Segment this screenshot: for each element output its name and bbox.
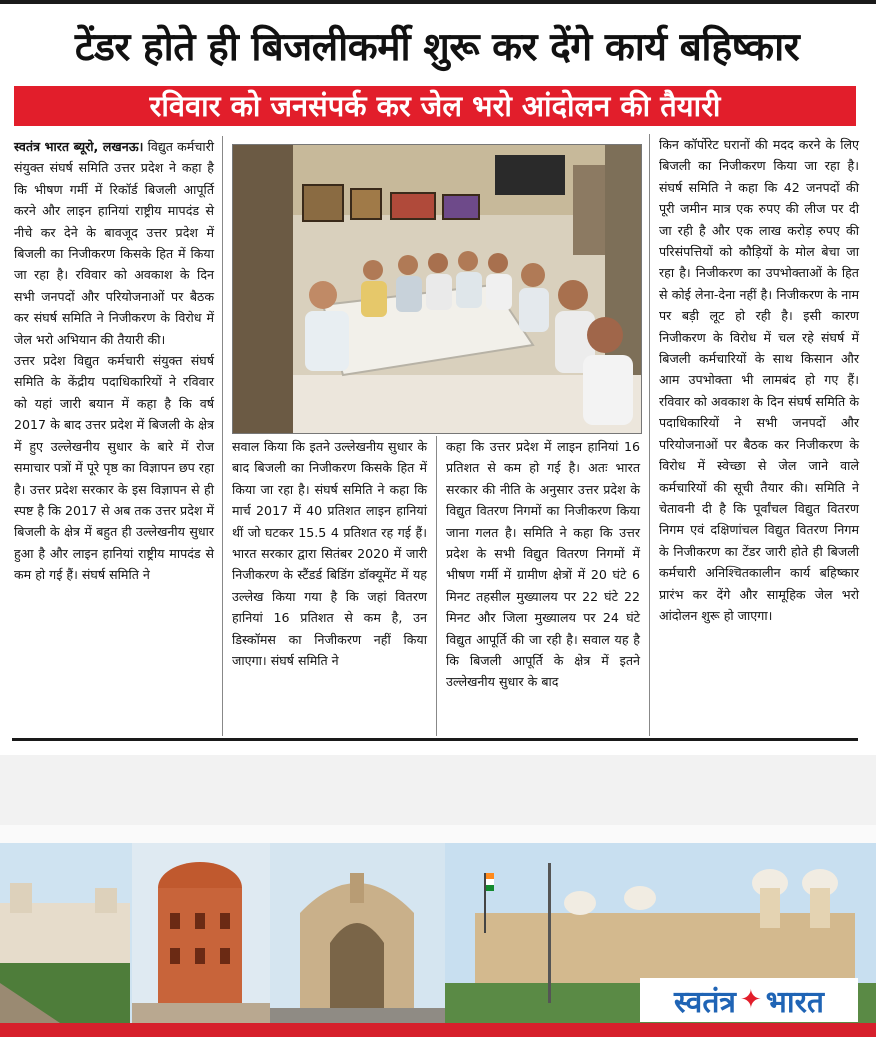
column-divider (222, 136, 223, 736)
headline: टेंडर होते ही बिजलीकर्मी शुरू कर देंगे कार्य बहिष्कार (74, 25, 800, 70)
meeting-photo (232, 144, 642, 434)
bottom-rule (12, 738, 858, 741)
column-divider (649, 134, 650, 736)
article-column-2 (232, 436, 427, 736)
logo-text-right: भारत (765, 984, 825, 1020)
subheadline-banner: रविवार को जनसंपर्क कर जेल भरो आंदोलन की तैयारी (14, 86, 856, 126)
column-divider (436, 436, 437, 736)
byline: स्वतंत्र भारत ब्यूरो, लखनऊ। (14, 139, 144, 154)
page-gap (0, 755, 876, 825)
newspaper-logo (640, 978, 858, 1022)
logo-text-left: स्वतंत्र (673, 984, 736, 1020)
article-column-1 (14, 136, 214, 736)
footer-red-stripe (0, 1023, 876, 1037)
paragraph: किन कॉर्पोरेट घरानों की मदद करने के लिए बिजली का निजीकरण किया जा रहा है। संघर्ष समिति ने कहा कि 42 जनपदों की पूरी जमीन मात्र एक रुपए की लीज पर दी जा रही है और एक लाख करोड़ रुपए की परिसंपत्तियों को कौड़ियों के मोल बेचा जा रहा है। निजीकरण का उपभोक्ताओं के हित से कोई लेना-देना नहीं है। निजीकरण के नाम पर बड़ी लूट हो रही है। इसी कारण निजीकरण के विरोध में चल रहे संघर्ष में बिजली कर्मचारियों के साथ किसान और आम उपभोक्ता भी लामबंद हो गए हैं। रविवार को अवकाश के दिन संघर्ष समिति के पदाधिकारियों ने सभी जनपदों और परियोजनाओं पर बैठक कर निजीकरण के विरोध में स्वेच्छा से जेल जाने वाले कर्मचारियों की सूची तैयार की। समिति ने चेतावनी दी है कि पूर्वांचल विद्युत वितरण निगम एवं दक्षिणांचल विद्युत वितरण निगम के निजीकरण का टेंडर जारी होते ही बिजली कर्मचारी अनिश्चितकालीन कार्य बहिष्कार प्रारंभ कर देंगे और सामूहिक जेल भरो आंदोलन शुरू हो जाएगा। (659, 137, 859, 623)
paragraph: उत्तर प्रदेश विद्युत कर्मचारी संयुक्त संघर्ष समिति के केंद्रीय पदाधिकारियों ने रविवार को यहां जारी बयान में कहा है कि वर्ष 2017 के बाद उत्तर प्रदेश में बिजली के क्षेत्र में हुए उल्लेखनीय सुधार के बारे में रोज समाचार पत्रों में पूरे पृष्ठ का विज्ञापन छप रहा है। उत्तर प्रदेश सरकार के इस विज्ञापन से ही स्पष्ट है कि 2017 से अब तक उत्तर प्रदेश में बिजली के क्षेत्र में बहुत ही उल्लेखनीय सुधार हुआ है और लाइन हानियां राष्ट्रीय मापदंड से कम हो गई हैं। संघर्ष समिति ने (14, 353, 214, 583)
top-rule (0, 0, 876, 4)
article-column-3 (446, 436, 640, 736)
paragraph: सवाल किया कि इतने उल्लेखनीय सुधार के बाद बिजली का निजीकरण किसके हित में किया जा रहा है। संघर्ष समिति ने कहा कि मार्च 2017 में 40 प्रतिशत लाइन हानियां थीं जो घटकर 15.5 4 प्रतिशत रह गई हैं। भारत सरकार द्वारा सितंबर 2020 में जारी निजीकरण के स्टैंडर्ड बिडिंग डॉक्यूमेंट में यह उल्लेख किया गया है कि जहां वितरण हानियां 16 प्रतिशत से कम है, उन डिस्कॉमस का निजीकरण नहीं किया जाएगा। संघर्ष समिति ने (232, 439, 427, 669)
article-column-4 (659, 134, 859, 736)
logo-figure-icon: ✦ (739, 985, 762, 1015)
page-gap (0, 825, 876, 843)
paragraph: कहा कि उत्तर प्रदेश में लाइन हानियां 16 प्रतिशत से कम हो गई है। अतः भारत सरकार की नीति के अनुसार उत्तर प्रदेश के विद्युत वितरण निगमों का निजीकरण किया जाना गलत है। समिति ने कहा कि उत्तर प्रदेश के सभी विद्युत वितरण निगमों में भीषण गर्मी में ग्रामीण क्षेत्रों में 20 घंटे 6 मिनट तहसील मुख्यालय पर 22 घंटे 22 मिनट और जिला मुख्यालय पर 24 घंटे विद्युत आपूर्ति की जा रही है। सवाल यह है कि बिजली आपूर्ति के क्षेत्र में इतने उल्लेखनीय सुधार के बाद (446, 439, 640, 690)
paragraph: विद्युत कर्मचारी संयुक्त संघर्ष समिति उत्तर प्रदेश ने कहा है कि भीषण गर्मी में रिकॉर्ड बिजली आपूर्ति करने और लाइन हानियां राष्ट्रीय मापदंड से नीचे कर देने के बावजूद उत्तर प्रदेश में बिजली का निजीकरण किसके हित में किया जा रहा है। रविवार को अवकाश के दिन सभी जनपदों और परियोजनाओं पर बैठक कर संघर्ष समिति ने निजीकरण के विरोध में जेल भरो अभियान की तैयारी की। (14, 139, 214, 347)
meeting-photo-illustration (233, 145, 641, 433)
